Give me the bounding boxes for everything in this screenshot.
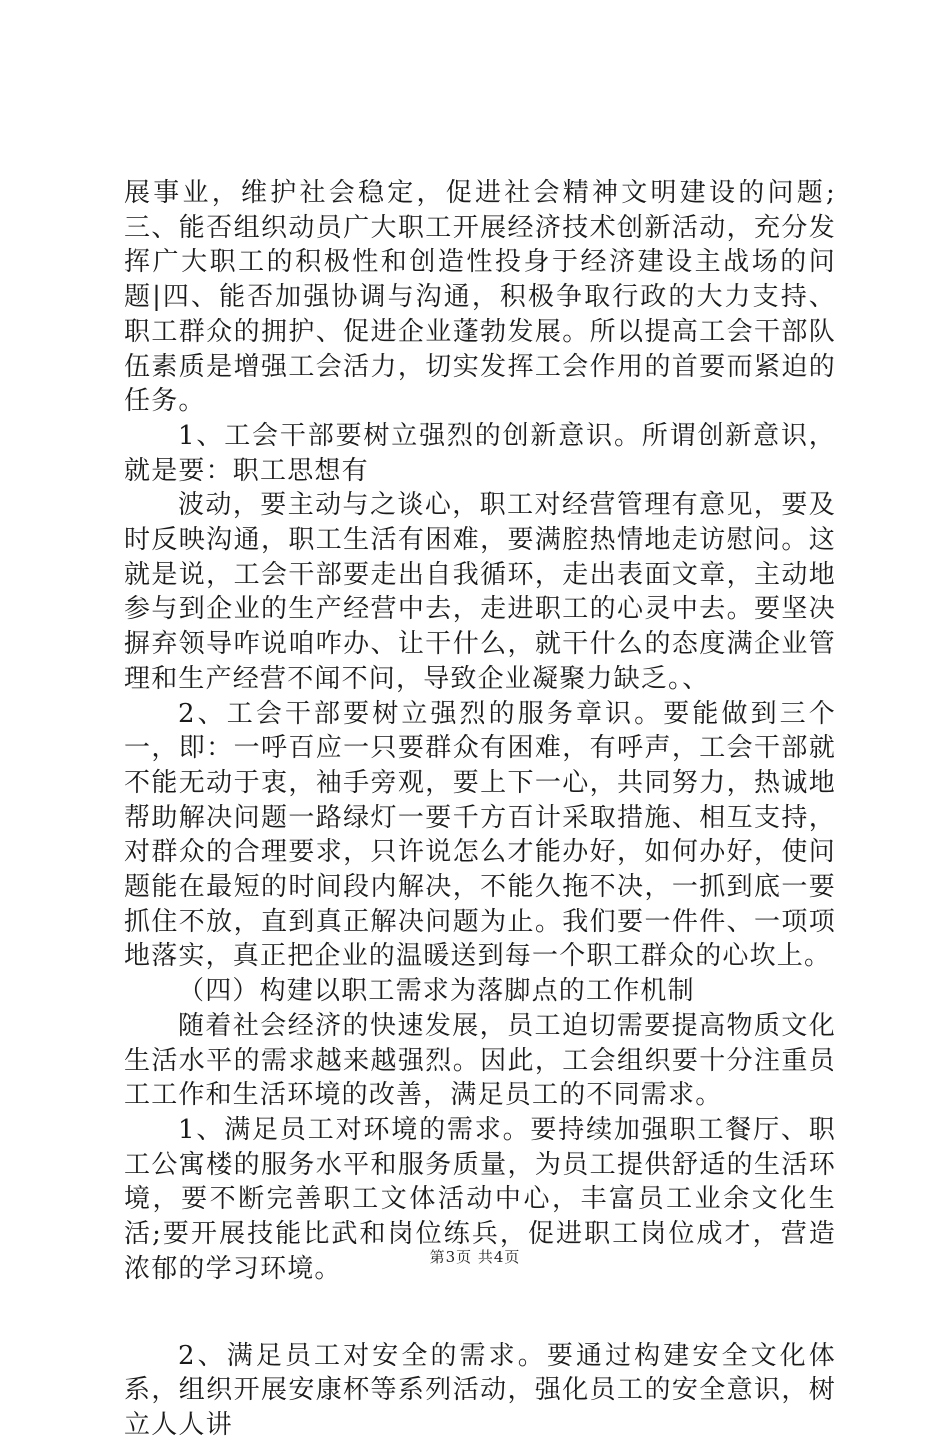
paragraph-safety-needs: 2、满足员工对安全的需求。要通过构建安全文化体系，组织开展安康杯等系列活动，强化员工的安全意识，树立人人讲 [124, 1340, 836, 1440]
paragraph-economic-development: 随着社会经济的快速发展，员工迫切需要提高物质文化生活水平的需求越来越强烈。因此，工会组织要十分注重员工工作和生活环境的改善，满足员工的不同需求。 [124, 1010, 836, 1111]
paragraph-continuation: 展事业，维护社会稳定，促进社会精神文明建设的问题;三、能否组织动员广大职工开展经济技术创新活动，充分发挥广大职工的积极性和创造性投身于经济建设主战场的问题|四、能否加强协调与沟通，积极争取行政的大力支持、职工群众的拥护、促进企业蓬勃发展。所以提高工会干部队伍素质是增强工会活力，切实发挥工会作用的首要而紧迫的任务。 [124, 178, 836, 417]
section-heading-four: （四）构建以职工需求为落脚点的工作机制 [178, 976, 695, 1007]
page-number-footer: 第3页 共4页 [429, 1248, 521, 1266]
paragraph-fluctuation: 波动，要主动与之谈心，职工对经营管理有意见，要及时反映沟通，职工生活有困难，要满腔热情地走访慰问。这就是说，工会干部要走出自我循环，走出表面文章，主动地参与到企业的生产经营中去，走进职工的心灵中去。要坚决摒弃领导咋说咱咋办、让干什么，就干什么的态度满企业管理和生产经营不闻不问，导致企业凝聚力缺乏。、 [124, 490, 836, 694]
paragraph-service-awareness: 2、工会干部要树立强烈的服务章识。要能做到三个一，即：一呼百应一只要群众有困难，有呼声，工会干部就不能无动于衷，袖手旁观，要上下一心，共同努力，热诚地帮助解决问题一路绿灯一要千方百计采取措施、相互支持，对群众的合理要求，只许说怎么才能办好，如何办好，使问题能在最短的时间段内解决，不能久拖不决，一抓到底一要抓住不放，直到真正解决问题为止。我们要一件件、一项项地落实，真正把企业的温暖送到每一个职工群众的心坎上。 [124, 698, 836, 972]
paragraph-environment-needs: 1、满足员工对环境的需求。要持续加强职工餐厅、职工公寓楼的服务水平和服务质量，为员工提供舒适的生活环境，要不断完善职工文体活动中心，丰富员工业余文化生活;要开展技能比武和岗位练兵，促进职工岗位成才，营造浓郁的学习环境。 [124, 1114, 836, 1284]
paragraph-innovation-awareness: 1、工会干部要树立强烈的创新意识。所谓创新意识，就是要：职工思想有 [124, 420, 836, 486]
